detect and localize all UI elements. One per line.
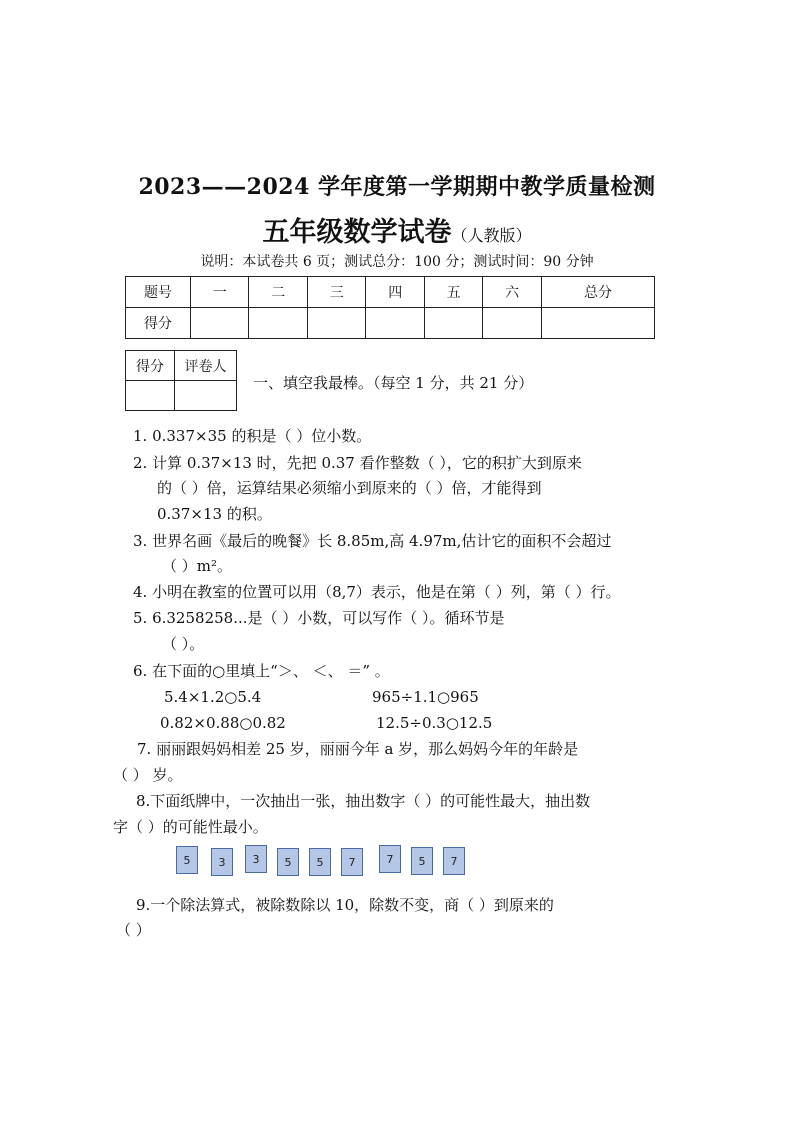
score-cell	[366, 308, 424, 339]
exam-title-line1: 2023——2024 学年度第一学期期中教学质量检测	[138, 174, 656, 200]
question-8-line1: 8.下面纸牌中，一次抽出一张，抽出数字（ ）的可能性最大，抽出数	[136, 792, 591, 810]
question-4: 4. 小明在教室的位置可以用（8,7）表示，他是在第（ ）列，第（ ）行。	[133, 583, 621, 601]
grader-box	[125, 350, 237, 411]
number-cards	[176, 844, 476, 878]
question-7-line2: （ ） 岁。	[113, 766, 183, 784]
exam-title	[0, 210, 794, 249]
score-cell	[424, 308, 482, 339]
number-card: 7	[443, 847, 465, 875]
score-table-header: 三	[307, 277, 365, 308]
number-card: 3	[211, 848, 233, 876]
question-6-item-a: 5.4×1.2○5.4	[164, 688, 262, 706]
score-table-header: 五	[424, 277, 482, 308]
exam-title-edition: （人教版）	[451, 226, 532, 245]
question-6: 6. 在下面的○里填上“＞、 ＜、 ＝” 。	[133, 662, 390, 680]
number-card: 5	[411, 847, 433, 875]
question-2-line3: 0.37×13 的积。	[157, 505, 272, 523]
score-table-header: 二	[249, 277, 307, 308]
question-9-line1: 9.一个除法算式，被除数除以 10，除数不变，商（ ）到原来的	[136, 896, 554, 914]
exam-title-main: 五年级数学试卷	[262, 217, 452, 248]
question-6-item-d: 12.5÷0.3○12.5	[376, 714, 493, 732]
number-card: 5	[176, 846, 198, 874]
grader-name-cell	[175, 381, 237, 411]
grader-score-cell	[126, 381, 175, 411]
question-9-line2: （ ）	[116, 921, 151, 939]
score-cell	[307, 308, 365, 339]
score-table-score-row	[126, 308, 655, 339]
question-7-line1: 7. 丽丽跟妈妈相差 25 岁，丽丽今年 a 岁，那么妈妈今年的年龄是	[137, 740, 579, 758]
score-row-label: 得分	[126, 308, 191, 339]
score-table	[125, 276, 655, 339]
score-cell	[191, 308, 249, 339]
question-6-item-b: 965÷1.1○965	[372, 688, 479, 706]
score-table-header: 六	[483, 277, 541, 308]
score-table-header: 题号	[126, 277, 191, 308]
number-card: 3	[245, 845, 267, 873]
question-2-line1: 2. 计算 0.37×13 时，先把 0.37 看作整数（ ），它的积扩大到原来	[133, 454, 582, 472]
score-cell	[541, 308, 654, 339]
number-card: 7	[341, 848, 363, 876]
question-1: 1. 0.337×35 的积是（ ）位小数。	[133, 427, 372, 445]
score-table-header: 四	[366, 277, 424, 308]
number-card: 5	[277, 848, 299, 876]
score-table-header: 总分	[541, 277, 654, 308]
question-6-item-c: 0.82×0.88○0.82	[160, 714, 286, 732]
question-8-line2: 字（ ）的可能性最小。	[113, 818, 268, 836]
question-5-line1: 5. 6.3258258...是（ ）小数，可以写作（ ）。循环节是	[133, 609, 505, 627]
exam-instructions: 说明：本试卷共 6 页；测试总分：100 分；测试时间：90 分钟	[200, 254, 594, 270]
score-table-header-row	[126, 277, 655, 308]
number-card: 7	[379, 845, 401, 873]
score-table-header: 一	[191, 277, 249, 308]
question-2-line2: 的（ ）倍，运算结果必须缩小到原来的（ ）倍，才能得到	[157, 479, 542, 497]
section-heading: 一、填空我最棒。（每空 1 分，共 21 分）	[253, 374, 534, 392]
question-5-line2: （ ）。	[162, 635, 205, 653]
grader-score-label: 得分	[126, 351, 175, 381]
score-cell	[483, 308, 541, 339]
question-3-line2: （ ）m²。	[162, 557, 233, 575]
question-3-line1: 3. 世界名画《最后的晚餐》长 8.85m,高 4.97m,估计它的面积不会超过	[133, 532, 612, 550]
number-card: 5	[309, 848, 331, 876]
grader-name-label: 评卷人	[175, 351, 237, 381]
score-cell	[249, 308, 307, 339]
